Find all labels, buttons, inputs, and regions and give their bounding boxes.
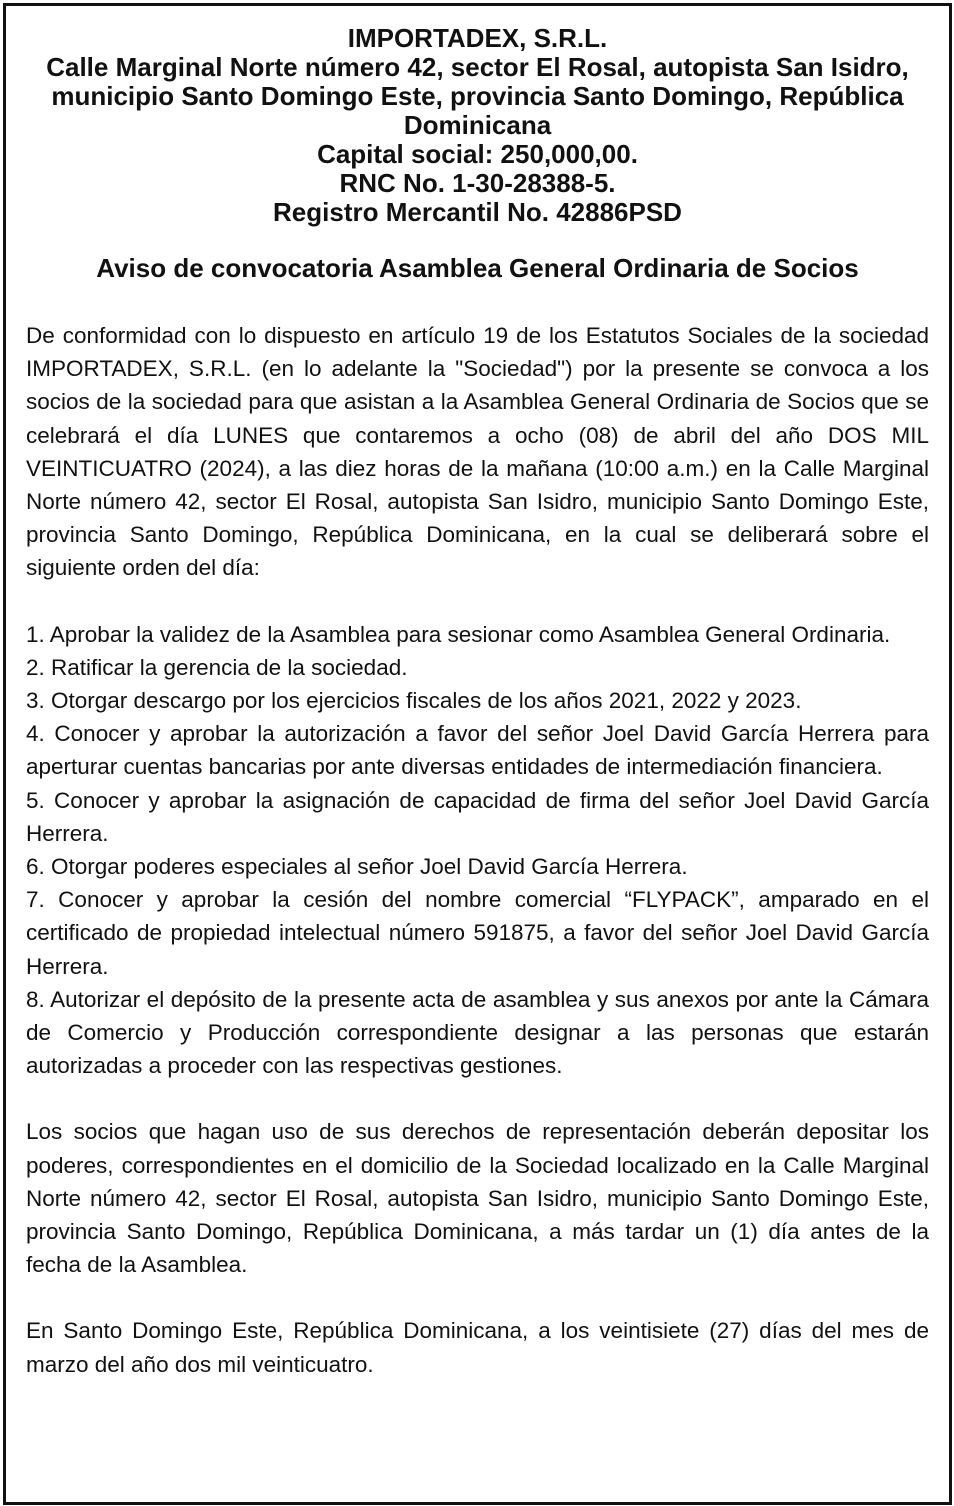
agenda-list — [26, 618, 929, 1083]
company-registry: Registro Mercantil No. 42886PSD — [273, 197, 682, 227]
agenda-item: 7. Conocer y aprobar la cesión del nombre comercial “FLYPACK”, amparado en el certificado de propiedad intelectual número 591875, a favor del señor Joel David García Herrera. — [26, 887, 929, 979]
company-capital: Capital social: 250,000,00. — [317, 139, 638, 169]
company-address: Calle Marginal Norte número 42, sector El Rosal, autopista San Isidro, municipio Santo Domingo Este, provincia Santo Domingo, República Dominicana — [46, 52, 909, 140]
company-header — [26, 24, 929, 227]
agenda-item: 2. Ratificar la gerencia de la sociedad. — [26, 654, 408, 680]
agenda-item: 6. Otorgar poderes especiales al señor Joel David García Herrera. — [26, 854, 688, 880]
agenda-item: 3. Otorgar descargo por los ejercicios fiscales de los años 2021, 2022 y 2023. — [26, 688, 802, 714]
agenda-item: 1. Aprobar la validez de la Asamblea para sesionar como Asamblea General Ordinaria. — [26, 621, 891, 647]
agenda-item: 4. Conocer y aprobar la autorización a favor del señor Joel David García Herrera para aperturar cuentas bancarias por ante diversas entidades de intermediación financiera. — [26, 721, 929, 780]
notice-content — [26, 24, 929, 1381]
agenda-item: 8. Autorizar el depósito de la presente acta de asamblea y sus anexos por ante la Cámara de Comercio y Producción correspondiente designar a las personas que estarán autorizadas a proceder con las respectivas gestiones. — [26, 986, 929, 1079]
signoff-paragraph: En Santo Domingo Este, República Dominicana, a los veintisiete (27) días del mes de marzo del año dos mil veinticuatro. — [26, 1318, 929, 1377]
company-rnc: RNC No. 1-30-28388-5. — [339, 168, 616, 198]
company-name: IMPORTADEX, S.R.L. — [347, 23, 608, 53]
closing-paragraph: Los socios que hagan uso de sus derechos de representación deberán depositar los poderes, correspondientes en el domicilio de la Sociedad localizado en la Calle Marginal Norte número 42, sector El Rosal, autopista San Isidro, municipio Santo Domingo Este, provincia Santo Domingo, República Dominicana, a más tardar un (1) día antes de la fecha de la Asamblea. — [26, 1119, 929, 1278]
notice-title: Aviso de convocatoria Asamblea General Ordinaria de Socios — [96, 253, 859, 283]
intro-paragraph: De conformidad con lo dispuesto en artículo 19 de los Estatutos Sociales de la sociedad IMPORTADEX, S.R.L. (en lo adelante la "Sociedad") por la presente se convoca a los socios de la sociedad para que asistan a la Asamblea General Ordinaria de Socios que se celebrará el día LUNES que contaremos a ocho (08) de abril del año DOS MIL VEINTICUATRO (2024), a las diez horas de la mañana (10:00 a.m.) en la Calle Marginal Norte número 42, sector El Rosal, autopista San Isidro, municipio Santo Domingo Este, provincia Santo Domingo, República Dominicana, en la cual se deliberará sobre el siguiente orden del día: — [26, 323, 929, 581]
agenda-item: 5. Conocer y aprobar la asignación de capacidad de firma del señor Joel David García Herrera. — [26, 787, 929, 846]
notice-frame — [3, 3, 952, 1505]
